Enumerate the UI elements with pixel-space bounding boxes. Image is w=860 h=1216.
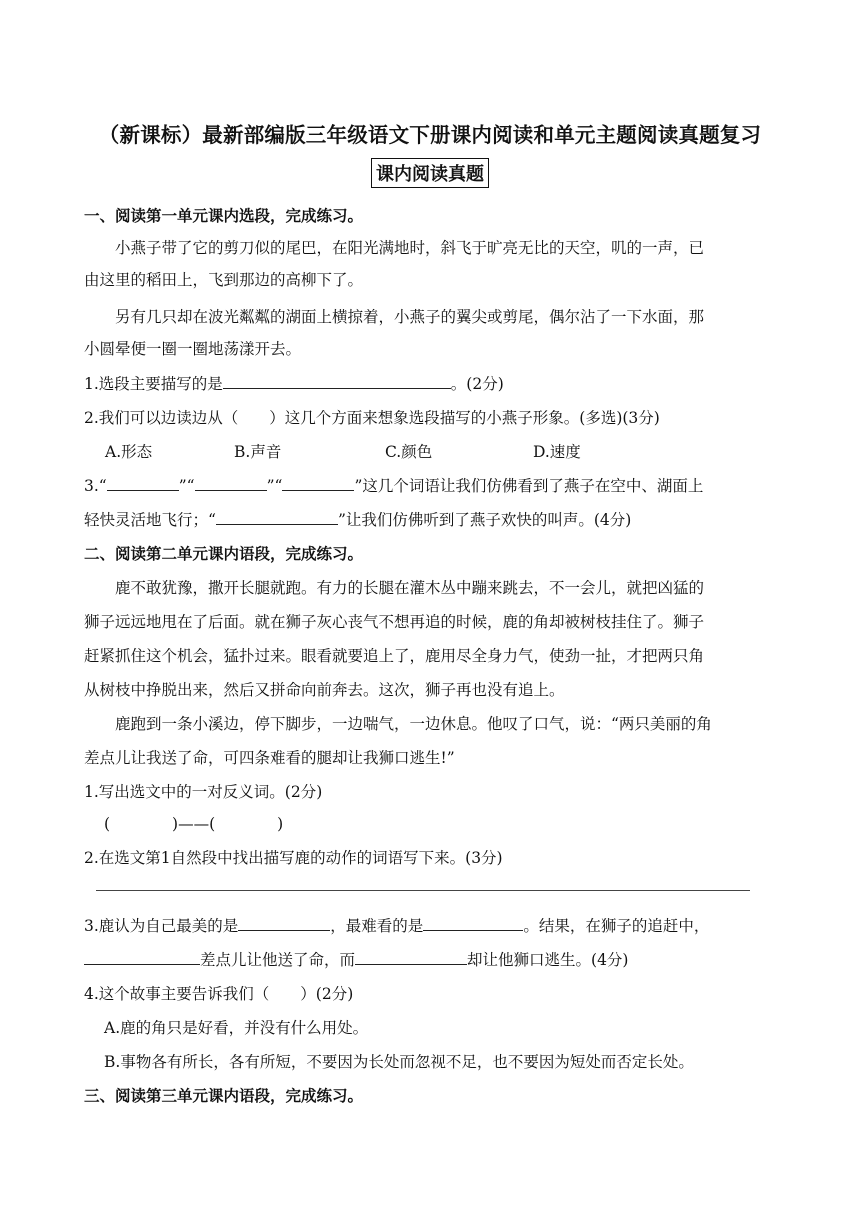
q3-text-e: 却让他狮口逃生。(4分) — [467, 951, 629, 969]
subtitle-wrap — [0, 158, 860, 188]
s2-question-4: 4.这个故事主要告诉我们（ ）(2分) — [84, 985, 354, 1003]
q3-text-d: 差点儿让他送了命，而 — [200, 951, 356, 969]
q3-text-c: 。结果，在狮子的追赶中， — [523, 917, 710, 935]
section-1-heading: 一、阅读第一单元课内选段，完成练习。 — [84, 207, 364, 225]
s1-question-1 — [84, 372, 800, 394]
s1-para1-line2: 由这里的稻田上，飞到那边的高柳下了。 — [84, 271, 364, 289]
q3-blank-nearly-killed[interactable] — [84, 950, 200, 965]
q1-score: 。(2分) — [450, 375, 504, 393]
q3-text-1: ”这几个词语让我们仿佛看到了燕子在空中、湖面上 — [354, 477, 704, 495]
q3-blank-2[interactable] — [195, 476, 267, 491]
option-d[interactable]: D.速度 — [533, 443, 581, 461]
s1-question-3-line1 — [84, 474, 800, 496]
s1-question-3-line2 — [84, 508, 800, 530]
q3-quote-sep-1: ”“ — [178, 477, 195, 495]
q3-blank-most-beautiful[interactable] — [238, 916, 330, 931]
section-subtitle: 课内阅读真题 — [371, 158, 489, 188]
option-c[interactable]: C.颜色 — [385, 443, 433, 461]
q3-text-a: 3.鹿认为自己最美的是 — [84, 917, 239, 935]
option-b[interactable]: B.声音 — [234, 443, 282, 461]
s2-para1-line3: 赶紧抓住这个机会，猛扑过来。眼看就要追上了，鹿用尽全身力气，使劲一扯，才把两只角 — [84, 647, 705, 665]
q3-text-b: ，最难看的是 — [330, 917, 424, 935]
s2-para2-line1: 鹿跑到一条小溪边，停下脚步，一边喘气，一边休息。他叹了口气，说：“两只美丽的角 — [115, 715, 712, 733]
q3-quote-open: 3.“ — [84, 477, 107, 495]
s1-para2-line2: 小圆晕便一圈一圈地荡漾开去。 — [84, 340, 302, 358]
q1-answer-blank[interactable] — [223, 374, 451, 389]
section-3-heading: 三、阅读第三单元课内语段，完成练习。 — [84, 1087, 364, 1105]
s2-question-4-option-b[interactable]: B.事物各有所长，各有所短，不要因为长处而忽视不足，也不要因为短处而否定长处。 — [104, 1053, 694, 1071]
q3-text-2: 轻快灵活地飞行；“ — [84, 511, 216, 529]
s2-para2-line2: 差点儿让我送了命，可四条难看的腿却让我狮口逃生!” — [84, 749, 455, 767]
q3-blank-1[interactable] — [107, 476, 179, 491]
q1-text: 1.选段主要描写的是 — [84, 375, 223, 393]
q3-blank-4[interactable] — [216, 510, 338, 525]
s2-question-3-line2 — [84, 948, 800, 970]
s2-question-2: 2.在选文第1自然段中找出描写鹿的动作的词语写下来。(3分) — [84, 849, 503, 867]
q3-blank-escape[interactable] — [355, 950, 467, 965]
s2-para1-line4: 从树枝中挣脱出来，然后又拼命向前奔去。这次，狮子再也没有追上。 — [84, 681, 565, 699]
s1-question-2: 2.我们可以边读边从（ ）这几个方面来想象选段描写的小燕子形象。(多选)(3分) — [84, 409, 660, 427]
s2-question-1-answer[interactable]: ( )——( ) — [104, 815, 284, 833]
q3-blank-3[interactable] — [282, 476, 354, 491]
q3-blank-ugliest[interactable] — [423, 916, 523, 931]
s1-para2-line1: 另有几只却在波光粼粼的湖面上横掠着，小燕子的翼尖或剪尾，偶尔沾了一下水面，那 — [115, 308, 705, 326]
option-a[interactable]: A.形态 — [105, 443, 153, 461]
page-title: （新课标）最新部编版三年级语文下册课内阅读和单元主题阅读真题复习 — [98, 123, 762, 147]
section-2-heading: 二、阅读第二单元课内语段，完成练习。 — [84, 545, 364, 563]
s2-para1-line1: 鹿不敢犹豫，撒开长腿就跑。有力的长腿在灌木丛中蹦来跳去，不一会儿，就把凶猛的 — [115, 579, 705, 597]
q3-quote-sep-2: ”“ — [266, 477, 283, 495]
q3-text-3: ”让我们仿佛听到了燕子欢快的叫声。(4分) — [337, 511, 632, 529]
s2-question-1: 1.写出选文中的一对反义词。(2分) — [84, 783, 323, 801]
s2-para1-line2: 狮子远远地甩在了后面。就在狮子灰心丧气不想再追的时候，鹿的角却被树枝挂住了。狮子 — [84, 613, 705, 631]
s2-question-4-option-a[interactable]: A.鹿的角只是好看，并没有什么用处。 — [104, 1019, 369, 1037]
s2-question-2-answer-line[interactable] — [96, 890, 750, 891]
s1-para1-line1: 小燕子带了它的剪刀似的尾巴，在阳光满地时，斜飞于旷亮无比的天空，叽的一声，已 — [115, 239, 705, 257]
s2-question-3-line1 — [84, 914, 800, 936]
